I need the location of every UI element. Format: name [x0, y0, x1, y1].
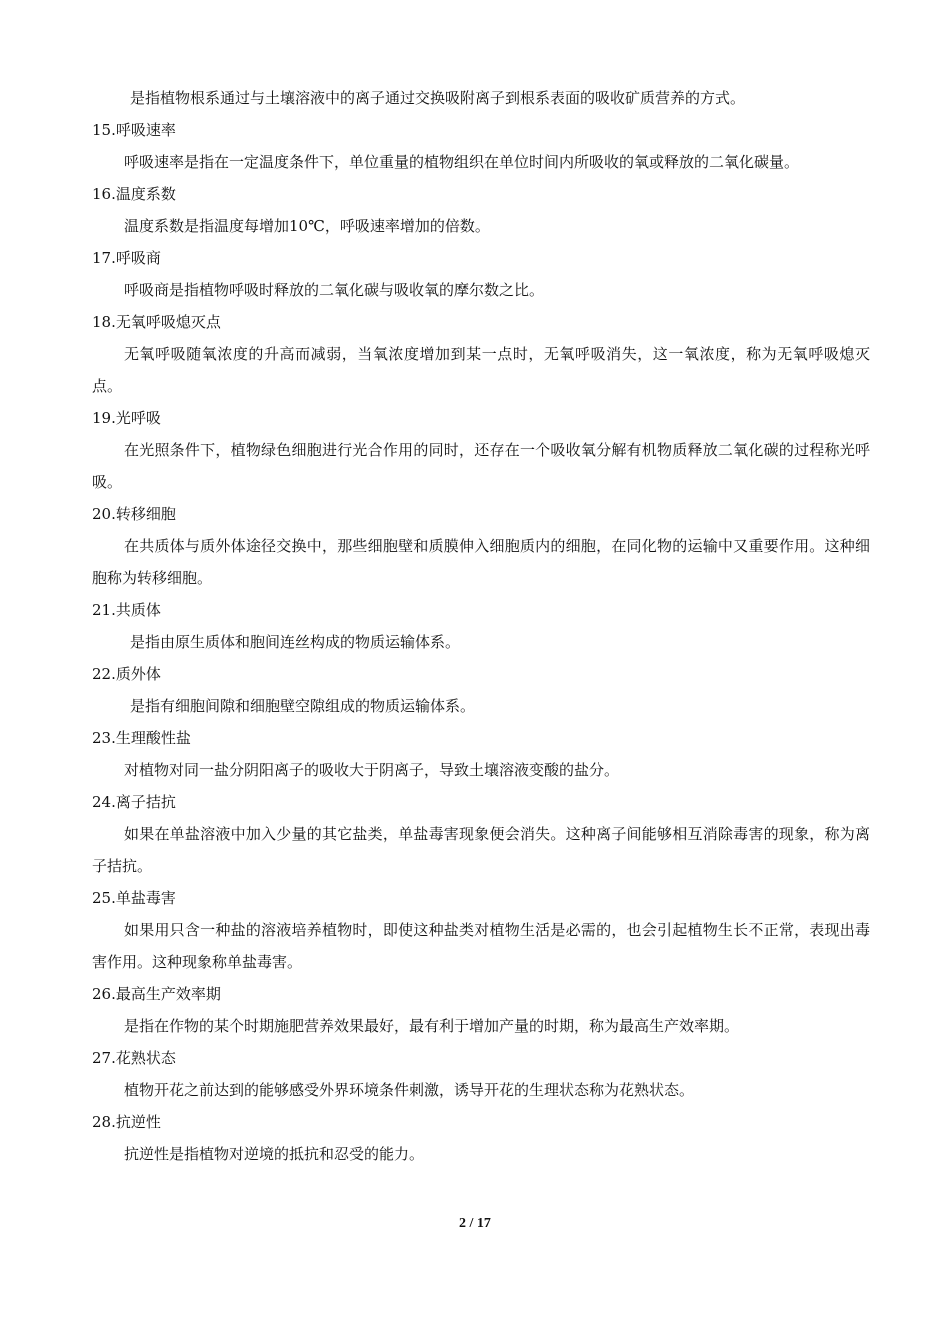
entry-text: 如果用只含一种盐的溶液培养植物时，即使这种盐类对植物生活是必需的，也会引起植物生长不正常，表现出毒害作用。这种现象称单盐毒害。: [92, 921, 870, 971]
entry-text: 抗逆性是指植物对逆境的抵抗和忍受的能力。: [124, 1145, 425, 1163]
entry-text: 是指有细胞间隙和细胞壁空隙组成的物质运输体系。: [130, 697, 476, 715]
entry-text: 呼吸商是指植物呼吸时释放的二氧化碳与吸收氧的摩尔数之比。: [124, 281, 545, 299]
entry-heading: 26.最高生产效率期: [92, 985, 221, 1003]
entry-text: 在共质体与质外体途径交换中，那些细胞壁和质膜伸入细胞质内的细胞，在同化物的运输中又重要作用。这种细胞称为转移细胞。: [92, 537, 870, 587]
entry-heading: 16.温度系数: [92, 185, 176, 203]
entry-text: 植物开花之前达到的能够感受外界环境条件刺激，诱导开花的生理状态称为花熟状态。: [124, 1081, 695, 1099]
entry-heading: 19.光呼吸: [92, 409, 161, 427]
intro-paragraph: 是指植物根系通过与土壤溶液中的离子通过交换吸附离子到根系表面的吸收矿质营养的方式。: [130, 89, 746, 107]
entry-heading: 23.生理酸性盐: [92, 729, 191, 747]
entry-heading: 15.呼吸速率: [92, 121, 176, 139]
entry-heading: 22.质外体: [92, 665, 161, 683]
page-number: 2 / 17: [459, 1216, 491, 1231]
entry-heading: 20.转移细胞: [92, 505, 176, 523]
entry-heading: 21.共质体: [92, 601, 161, 619]
entry-text: 是指在作物的某个时期施肥营养效果最好，最有利于增加产量的时期，称为最高生产效率期。: [124, 1017, 740, 1035]
entry-heading: 28.抗逆性: [92, 1113, 161, 1131]
entry-heading: 24.离子拮抗: [92, 793, 176, 811]
entry-text: 在光照条件下，植物绿色细胞进行光合作用的同时，还存在一个吸收氧分解有机物质释放二氧化碳的过程称光呼吸。: [92, 441, 870, 491]
entry-heading: 17.呼吸商: [92, 249, 161, 267]
entry-heading: 18.无氧呼吸熄灭点: [92, 313, 221, 331]
entry-heading: 25.单盐毒害: [92, 889, 176, 907]
entry-heading: 27.花熟状态: [92, 1049, 176, 1067]
entry-text: 如果在单盐溶液中加入少量的其它盐类，单盐毒害现象便会消失。这种离子间能够相互消除毒害的现象，称为离子拮抗。: [92, 825, 870, 875]
document-content: [92, 82, 870, 1170]
entry-text: 对植物对同一盐分阴阳离子的吸收大于阴离子，导致土壤溶液变酸的盐分。: [124, 761, 620, 779]
entry-text: 无氧呼吸随氧浓度的升高而减弱，当氧浓度增加到某一点时，无氧呼吸消失，这一氧浓度，称为无氧呼吸熄灭点。: [92, 345, 870, 395]
entry-text: 温度系数是指温度每增加10℃，呼吸速率增加的倍数。: [124, 217, 490, 235]
entry-text: 是指由原生质体和胞间连丝构成的物质运输体系。: [130, 633, 461, 651]
entry-text: 呼吸速率是指在一定温度条件下，单位重量的植物组织在单位时间内所吸收的氧或释放的二氧化碳量。: [124, 153, 800, 171]
